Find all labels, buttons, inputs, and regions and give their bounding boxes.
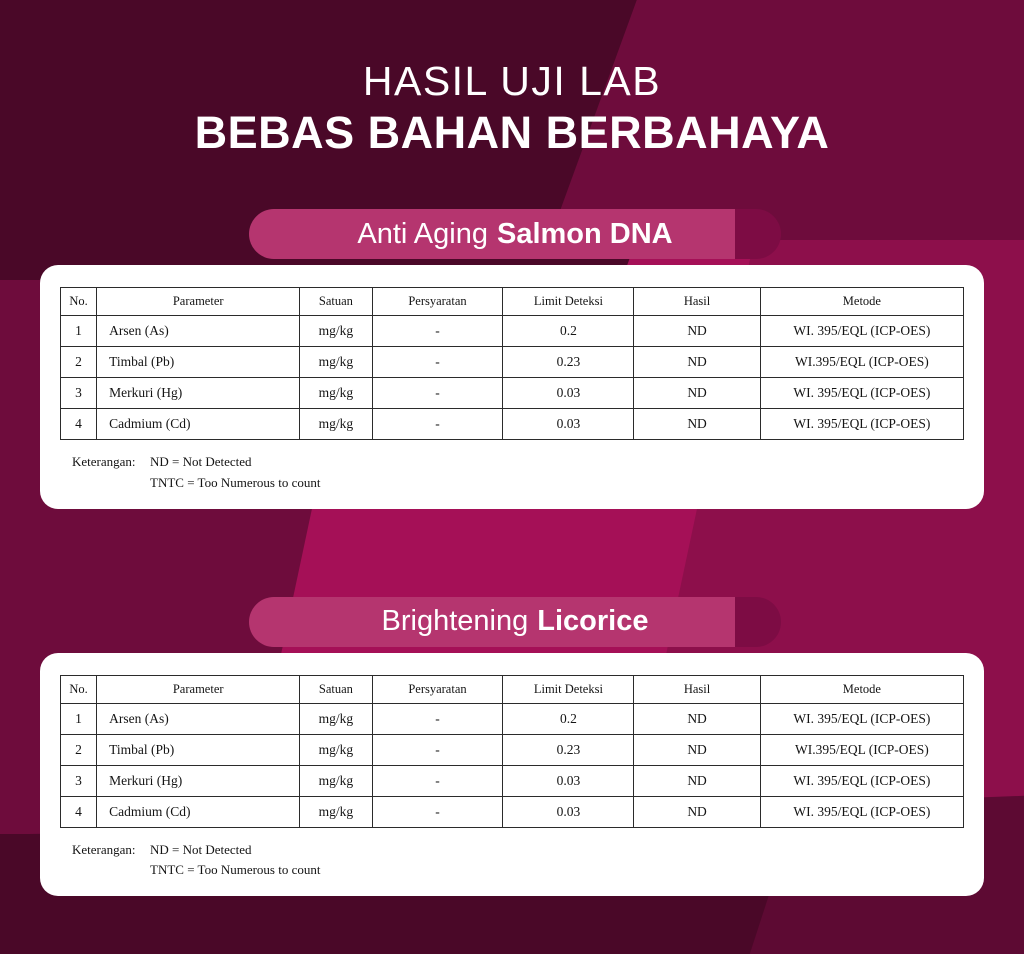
cell-parameter: Timbal (Pb) — [97, 347, 300, 378]
lab-result-card-2 — [40, 653, 984, 896]
banner-text-2 — [249, 597, 781, 647]
header-hasil: Hasil — [634, 288, 760, 316]
cell-metode: WI. 395/EQL (ICP-OES) — [760, 765, 963, 796]
banner-text-1-light: Anti Aging — [357, 217, 488, 250]
cell-satuan: mg/kg — [300, 378, 372, 409]
cell-limit: 0.23 — [503, 734, 634, 765]
cell-limit: 0.03 — [503, 765, 634, 796]
cell-no: 1 — [61, 316, 97, 347]
cell-parameter: Cadmium (Cd) — [97, 409, 300, 440]
banner-text-2-light: Brightening — [381, 605, 529, 638]
header-no: No. — [61, 288, 97, 316]
cell-hasil: ND — [634, 765, 760, 796]
cell-limit: 0.03 — [503, 409, 634, 440]
cell-persyaratan: - — [372, 734, 503, 765]
cell-hasil: ND — [634, 347, 760, 378]
cell-persyaratan: - — [372, 316, 503, 347]
table-row — [61, 765, 964, 796]
header-persyaratan: Persyaratan — [372, 288, 503, 316]
header-persyaratan: Persyaratan — [372, 675, 503, 703]
cell-parameter: Merkuri (Hg) — [97, 378, 300, 409]
cell-metode: WI. 395/EQL (ICP-OES) — [760, 409, 963, 440]
table-row — [61, 409, 964, 440]
cell-hasil: ND — [634, 703, 760, 734]
table-note-2 — [60, 840, 964, 880]
title-line-2: BEBAS BAHAN BERBAHAYA — [194, 107, 830, 159]
note-label: Keterangan: — [72, 454, 136, 470]
cell-limit: 0.03 — [503, 378, 634, 409]
cell-parameter: Merkuri (Hg) — [97, 765, 300, 796]
cell-parameter: Arsen (As) — [97, 703, 300, 734]
banner-text-1 — [249, 209, 781, 259]
note-line-1: ND = Not Detected — [150, 841, 252, 857]
cell-limit: 0.2 — [503, 703, 634, 734]
cell-no: 2 — [61, 734, 97, 765]
cell-no: 2 — [61, 347, 97, 378]
cell-satuan: mg/kg — [300, 316, 372, 347]
table-row — [61, 378, 964, 409]
banner-text-2-bold: Licorice — [537, 605, 649, 638]
table-header-row — [61, 288, 964, 316]
table-row — [61, 316, 964, 347]
note-line-2: TNTC = Too Numerous to count — [150, 474, 321, 490]
banner-text-1-bold: Salmon DNA — [496, 217, 673, 250]
cell-hasil: ND — [634, 409, 760, 440]
cell-no: 4 — [61, 796, 97, 827]
cell-limit: 0.23 — [503, 347, 634, 378]
cell-parameter: Arsen (As) — [97, 316, 300, 347]
page-title — [0, 0, 1024, 161]
cell-hasil: ND — [634, 796, 760, 827]
cell-no: 3 — [61, 765, 97, 796]
header-no: No. — [61, 675, 97, 703]
title-line-1: HASIL UJI LAB — [362, 58, 662, 104]
cell-metode: WI. 395/EQL (ICP-OES) — [760, 796, 963, 827]
note-line-1: ND = Not Detected — [150, 454, 252, 470]
header-limit-deteksi: Limit Deteksi — [503, 675, 634, 703]
header-satuan: Satuan — [300, 675, 372, 703]
cell-metode: WI.395/EQL (ICP-OES) — [760, 734, 963, 765]
cell-metode: WI. 395/EQL (ICP-OES) — [760, 378, 963, 409]
table-note-1 — [60, 452, 964, 492]
cell-persyaratan: - — [372, 347, 503, 378]
header-parameter: Parameter — [97, 288, 300, 316]
lab-result-table-2 — [60, 675, 964, 828]
cell-persyaratan: - — [372, 765, 503, 796]
cell-metode: WI.395/EQL (ICP-OES) — [760, 347, 963, 378]
cell-limit: 0.2 — [503, 316, 634, 347]
cell-persyaratan: - — [372, 409, 503, 440]
table-row — [61, 347, 964, 378]
cell-no: 1 — [61, 703, 97, 734]
cell-hasil: ND — [634, 378, 760, 409]
cell-satuan: mg/kg — [300, 765, 372, 796]
table-row — [61, 734, 964, 765]
table-row — [61, 796, 964, 827]
cell-limit: 0.03 — [503, 796, 634, 827]
cell-satuan: mg/kg — [300, 796, 372, 827]
note-label: Keterangan: — [72, 841, 136, 857]
section-title-banner-2 — [0, 597, 1024, 653]
cell-satuan: mg/kg — [300, 703, 372, 734]
table-row — [61, 703, 964, 734]
note-line-2: TNTC = Too Numerous to count — [150, 861, 321, 877]
cell-metode: WI. 395/EQL (ICP-OES) — [760, 316, 963, 347]
cell-persyaratan: - — [372, 378, 503, 409]
lab-result-table-1 — [60, 287, 964, 440]
lab-result-card-1 — [40, 265, 984, 508]
cell-satuan: mg/kg — [300, 347, 372, 378]
cell-persyaratan: - — [372, 703, 503, 734]
cell-parameter: Cadmium (Cd) — [97, 796, 300, 827]
cell-persyaratan: - — [372, 796, 503, 827]
header-parameter: Parameter — [97, 675, 300, 703]
cell-no: 3 — [61, 378, 97, 409]
table-header-row — [61, 675, 964, 703]
cell-satuan: mg/kg — [300, 409, 372, 440]
header-metode: Metode — [760, 675, 963, 703]
cell-hasil: ND — [634, 734, 760, 765]
header-limit-deteksi: Limit Deteksi — [503, 288, 634, 316]
section-title-banner-1 — [0, 209, 1024, 265]
cell-parameter: Timbal (Pb) — [97, 734, 300, 765]
cell-no: 4 — [61, 409, 97, 440]
cell-metode: WI. 395/EQL (ICP-OES) — [760, 703, 963, 734]
header-satuan: Satuan — [300, 288, 372, 316]
header-hasil: Hasil — [634, 675, 760, 703]
cell-satuan: mg/kg — [300, 734, 372, 765]
cell-hasil: ND — [634, 316, 760, 347]
header-metode: Metode — [760, 288, 963, 316]
